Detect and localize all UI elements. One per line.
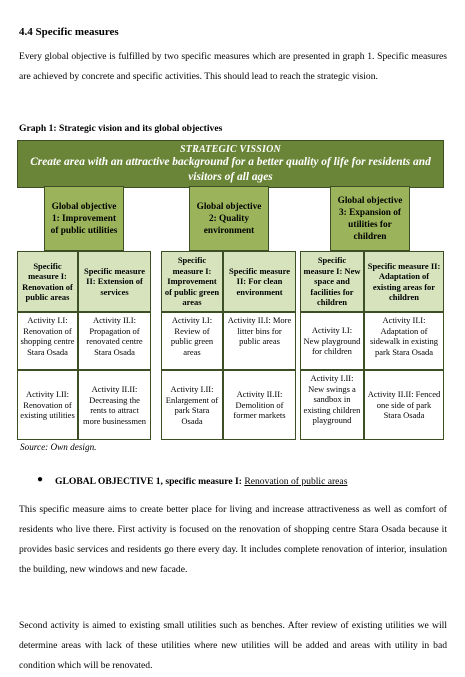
vision-title: STRATEGIC VISSION bbox=[180, 143, 281, 155]
global-objective-2: Global objective 2: Quality environment bbox=[189, 186, 269, 251]
activity-1-1-2: Activity I.II: Renovation of existing utilities bbox=[17, 370, 78, 440]
global-objective-1: Global objective 1: Improvement of public utilities bbox=[44, 186, 124, 251]
section-heading: 4.4 Specific measures bbox=[19, 26, 119, 38]
activity-1-2-2: Activity II.II: Decreasing the rents to attract more businessmen bbox=[78, 370, 151, 440]
activity-2-1-2: Activity I.II: Enlargement of park Stara Osada bbox=[161, 370, 223, 440]
strategic-vision-box bbox=[17, 140, 444, 188]
activity-3-2-1: Activity II.I: Adaptation of sidewalk in existing park Stara Osada bbox=[364, 312, 444, 370]
activity-3-2-2: Activity II.II: Fenced one side of park Stara Osada bbox=[364, 370, 444, 440]
activity-3-1-2: Activity I.II: New swings a sandbox in existing children playground bbox=[300, 370, 364, 440]
specific-measure-3-1: Specific measure I: New space and facilities for children bbox=[300, 251, 364, 312]
specific-measure-1-1: Specific measure I: Renovation of public areas bbox=[17, 251, 78, 312]
bullet-bold-text: GLOBAL OBJECTIVE 1, specific measure I: bbox=[55, 476, 242, 487]
activity-1-2-1: Activity II.I: Propagation of renovated centre Stara Osada bbox=[78, 312, 151, 370]
specific-measure-2-1: Specific measure I: Improvement of public green areas bbox=[161, 251, 223, 312]
body-paragraph-1: This specific measure aims to create better place for living and increase attractiveness as well as comfort of residents who live there. First activity is focused on the renovation of shopping centre Stara Osada because it provides basic services and residents go there every day. It includes complete renovation of interior, insulation the building, new windows and new facade. bbox=[19, 504, 447, 575]
specific-measure-2-2: Specific measure II: For clean environment bbox=[223, 251, 296, 312]
vision-text: Create area with an attractive background for a better quality of life for residents and visitors of all ages bbox=[30, 155, 431, 183]
figure-source: Source: Own design. bbox=[20, 442, 97, 452]
bullet-icon: ● bbox=[37, 474, 44, 485]
activity-2-2-1: Activity II.I: More litter bins for public areas bbox=[223, 312, 296, 370]
activity-3-1-1: Activity I.I: New playground for children bbox=[300, 312, 364, 370]
activity-2-2-2: Activity II.II: Demolition of former markets bbox=[223, 370, 296, 440]
activity-1-1-1: Activity I.I: Renovation of shopping centre Stara Osada bbox=[17, 312, 78, 370]
graph-title: Graph 1: Strategic vision and its global objectives bbox=[19, 123, 223, 134]
specific-measure-3-2: Specific measure II: Adaptation of existing areas for children bbox=[364, 251, 444, 312]
intro-paragraph: Every global objective is fulfilled by two specific measures which are presented in graph 1. Specific measures are achieved by concrete and specific activities. This should lead to reach the strategic vision. bbox=[19, 51, 447, 82]
bullet-heading bbox=[55, 476, 347, 487]
activity-2-1-1: Activity I.I: Review of public green areas bbox=[161, 312, 223, 370]
specific-measure-1-2: Specific measure II: Extension of services bbox=[78, 251, 151, 312]
bullet-underlined-text: Renovation of public areas bbox=[244, 476, 348, 487]
body-paragraph-2: Second activity is aimed to existing small utilities such as benches. After review of existing utilities we will determine areas with lack of these utilities where new utilities will be added and areas with utility in bad condition which will be renovated. bbox=[19, 620, 447, 671]
global-objective-3: Global objective 3: Expansion of utilities for children bbox=[330, 186, 410, 251]
